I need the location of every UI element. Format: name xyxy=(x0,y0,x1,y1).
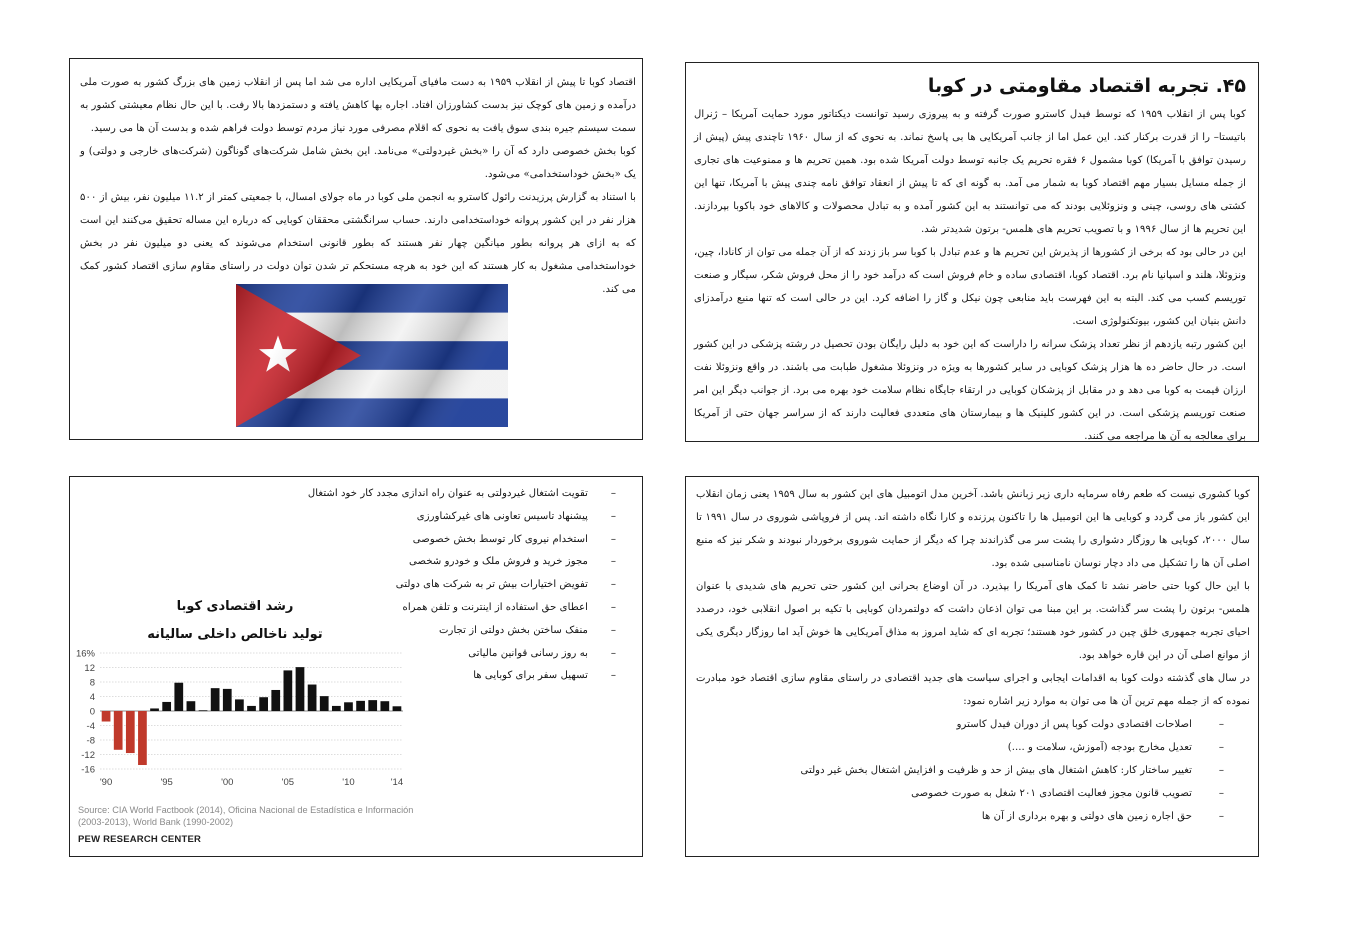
list-item-text: تسهیل سفر برای کوبایی ها xyxy=(473,670,588,682)
list-item-text: تفویض اختیارات بیش تر به شرکت های دولتی xyxy=(395,579,588,591)
bar-2011 xyxy=(356,701,365,711)
list-item-text: استخدام نیروی کار توسط بخش خصوصی xyxy=(412,533,588,545)
y-tick-label: -12 xyxy=(81,750,95,761)
paragraph: با این حال کوبا حتی حاضر نشد تا کمک های آمریکا را بپذیرد. در آن اوضاع بحرانی این کشور حتی تحریم های شدیدی با عنوان هلمس- برتون را پشت سر گذاشت. بر این مبنا می توان اذعان داشت که دولتمردان کوبایی با تکیه بر اصول انقلابی خود، درصدد احیای تجربه جمهوری خلق چین در کشور خود هستند؛ تجربه ای که شاید امروز به مذاق آمریکایی ها خوش آید اما روزگار دیگری یکی از موانع اصلی آن در این قاره خواهد بود. xyxy=(696,581,1250,661)
flag-fold-shading xyxy=(236,284,508,427)
bar-2005 xyxy=(284,670,293,711)
bar-1996 xyxy=(174,683,183,711)
y-tick-label: -4 xyxy=(86,721,95,732)
paragraph: کوبا پس از انقلاب ۱۹۵۹ که توسط فیدل کاسترو صورت گرفته و به پیروزی رسید توانست دیکتاتور مورد حمایت آمریکا – ژنرال باتیستا– را از قدرت برکنار کند. این عمل اما از جانب آمریکایی ها بی پاسخ نماند. به نحوی که از سال ۱۹۶۰ تاچندی پیش (پیش از رسیدن توافق با آمریکا) کوبا مشمول ۶ فقره تحریم یک جانبه توسط دولت آمریکا شده بود. همین تحریم ها و ممنوعیت های تجاری از جمله مسایل بسیار مهم اقتصاد کوبا به شمار می آمد. به گونه ای که تا پیش از انعقاد توافق نامه چندی پیش با آمریکا، تنها این کشتی های روسی، چینی و ونزوئلایی بودند که می توانستند به این کشور آمده و به تبادل محصولات و کالاهای خود باکوبا بپردازند. این تحریم ها از سال ۱۹۹۶ و با تصویب تحریم های هلمس- برتون شدیدتر شد. xyxy=(694,109,1247,235)
paragraph: اقتصاد کوبا تا پیش از انقلاب ۱۹۵۹ به دست مافیای آمریکایی اداره می شد اما پس از انقلاب زمین های بزرگ کشور به صورت ملی درآمده و زمین های کوچک نیز بدست کشاورزان افتاد. اجاره بها کاهش یافته و دستمزدها بالا رفت. با این حال نظام معیشتی کشور به سمت سیستم جیره بندی سوق یافت به نحوی که اقلام مصرفی مورد نیاز مردم توسط دولت فراهم شده و بدست آن ها می رسید. xyxy=(80,77,636,134)
y-tick-label: 4 xyxy=(89,692,95,703)
dash-bullet: – xyxy=(610,533,616,545)
article-title: ۴۵. تجربه اقتصاد مقاومتی در کوبا xyxy=(927,75,1246,97)
y-tick-label: -8 xyxy=(86,735,95,747)
x-tick-label: '90 xyxy=(99,777,113,788)
x-tick-label: '14 xyxy=(390,777,404,788)
article-body xyxy=(694,103,1246,442)
bar-1999 xyxy=(211,688,220,711)
paragraph: در سال های گذشته دولت کوبا به اقدامات ایجابی و اجرای سیاست های جدید اقتصادی در راستای مقاوم سازی اقتصاد خود مبادرت نموده که از جمله مهم ترین آن ها می توان به موارد زیر اشاره نمود: xyxy=(696,673,1250,707)
chart-credit: PEW RESEARCH CENTER xyxy=(78,834,202,845)
y-tick-label: 12 xyxy=(84,663,95,674)
list-item xyxy=(696,713,1224,736)
x-tick-label: '95 xyxy=(160,777,173,788)
paragraph: این کشور رتبه یازدهم از نظر تعداد پزشک سرانه را داراست که این خود به دلیل رایگان بودن تحصیل در رشته پزشکی در این کشور است. در حال حاضر ده ها هزار پزشک کوبایی در سایر کشورها به ویژه در ونزوئلا مشغول طبابت می باشند. در واقع ونزوئلا نفت ارزان قیمت به کوبا می دهد و در مقابل از پزشکان کوبایی در ارتقاء جایگاه نظام سلامت خود بهره می برد. از جوانب دیگر این امر صنعت توریسم پزشکی است. در این کشور کلینیک ها و بیمارستان های متعددی فعالیت دارند که از سراسر جهان حتی از آمریکا برای معالجه به آن ها مراجعه می کنند. xyxy=(694,339,1246,442)
list-item-text: تعدیل مخارج بودجه (آموزش، سلامت و ....) xyxy=(1007,742,1192,753)
dash-bullet: – xyxy=(610,488,616,499)
bar-1995 xyxy=(162,702,171,711)
list-item xyxy=(696,736,1224,759)
list-item xyxy=(296,574,616,597)
dash-bullet: – xyxy=(1218,742,1224,753)
list-item xyxy=(296,551,616,574)
article-body xyxy=(80,71,636,301)
paragraph: با استناد به گزارش پرزیدنت رائول کاسترو به انجمن ملی کوبا در ماه جولای امسال، با جمعیتی کمتر از ۱۱.۲ میلیون نفر، بیش از ۵۰۰ هزار نفر در این کشور پروانه خوداستخدامی دارند. حساب سرانگشتی محققان کوبایی که درباره این مساله تحقیق می‌کنند این است که به ازای هر پروانه بطور میانگین چهار نفر هستند که بطور قانونی استخدام می‌شوند که یعنی دو میلیون نفر در بخش خوداستخدامی مشغول به کار هستند که این خود به هرچه مستحکم تر شدن توان دولت در راستای مقاوم سازی اقتصاد کشور کمک می کند. xyxy=(80,192,636,295)
dash-bullet: – xyxy=(610,670,616,682)
bar-2014 xyxy=(393,706,402,711)
bar-2001 xyxy=(235,699,244,711)
dash-bullet: – xyxy=(1218,811,1224,822)
article-panel-bottom-right xyxy=(685,476,1259,857)
list-item-text: اصلاحات اقتصادی دولت کوبا پس از دوران فیدل کاسترو xyxy=(956,719,1192,730)
policy-list xyxy=(696,713,1250,828)
bar-2009 xyxy=(332,706,341,711)
bar-1993 xyxy=(138,711,147,765)
dash-bullet: – xyxy=(610,556,616,568)
list-item-text: تغییر ساختار کار: کاهش اشتغال های بیش از حد و ظرفیت و افزایش اشتغال بخش غیر دولتی xyxy=(800,765,1192,776)
article-body xyxy=(696,483,1250,713)
dash-bullet: – xyxy=(610,601,616,613)
bar-2003 xyxy=(259,697,268,711)
list-item-text: پیشنهاد تاسیس تعاونی های غیرکشاورزی xyxy=(416,510,588,522)
bar-2013 xyxy=(380,701,389,711)
x-tick-label: '10 xyxy=(342,777,355,788)
list-item xyxy=(696,782,1224,805)
list-item xyxy=(296,483,616,506)
dash-bullet: – xyxy=(610,624,616,636)
dash-bullet: – xyxy=(1218,788,1224,799)
bar-2010 xyxy=(344,702,353,711)
y-tick-label: 8 xyxy=(89,677,95,689)
bar-1997 xyxy=(187,701,196,711)
list-item xyxy=(696,759,1224,782)
dash-bullet: – xyxy=(1218,719,1224,730)
list-item-text: تقویت اشتغال غیردولتی به عنوان راه اندازی مجدد کار خود اشتغال xyxy=(307,488,588,499)
bar-2012 xyxy=(368,700,377,711)
bar-1990 xyxy=(102,711,111,722)
chart-subtitle: تولید ناخالص داخلی سالیانه xyxy=(147,627,323,642)
list-item xyxy=(696,805,1224,828)
chart-title: رشد اقتصادی کوبا xyxy=(176,599,294,614)
bar-1992 xyxy=(126,711,135,753)
bar-2006 xyxy=(296,667,305,711)
list-item xyxy=(296,529,616,552)
list-item xyxy=(296,506,616,529)
paragraph: این در حالی بود که برخی از کشورها از پذیرش این تحریم ها و عدم تبادل با کوبا سر باز زدند که از آن جمله می توان از کانادا، چین، ونزوئلا، هلند و اسپانیا نام برد. اقتصاد کوبا، اقتصادی ساده و خام فروش است که درآمد خود را از محل فروش شکر، سیگار و صنعت توریسم کسب می کند. البته به این فهرست باید منابعی چون نیکل و گاز را اضافه کرد. این در حالی است که تنها منبع درآمدزای دانش بنیان این کشور، بیوتکنولوژی است. xyxy=(694,247,1246,327)
list-item-text: به روز رسانی قوانین مالیاتی xyxy=(468,647,588,659)
bar-2000 xyxy=(223,689,232,711)
x-tick-label: '00 xyxy=(221,777,234,788)
bar-2008 xyxy=(320,696,329,711)
y-tick-label: 0 xyxy=(89,706,95,718)
bar-2004 xyxy=(271,690,280,711)
y-tick-label: -16 xyxy=(81,764,95,776)
list-item-text: حق اجاره زمین های دولتی و بهره برداری از آن ها xyxy=(981,811,1192,822)
dash-bullet: – xyxy=(610,647,616,659)
cuba-flag-icon xyxy=(236,284,508,427)
chart-panel-bottom-left xyxy=(69,476,643,857)
paragraph: کوبا بخش خصوصی دارد که آن را «بخش غیردولتی» می‌نامد. این بخش شامل شرکت‌های گوناگون (شرکت‌های خارجی و دولتی) و یک «بخش خوداستخدامی» می‌شود. xyxy=(80,146,636,180)
paragraph: کوبا کشوری نیست که طعم رفاه سرمایه داری زیر زبانش باشد. آخرین مدل اتومبیل های این کشور به سال ۱۹۵۹ یعنی زمان انقلاب این کشور باز می گردد و کوبایی ها این اتومبیل ها را تاکنون پرزنده و کارا نگاه داشته اند. پس از فروپاشی شوروی در سال ۱۹۹۱ تا سال ۲۰۰۰، کوبایی ها روزگار دشواری را پشت سر می گذراندند چرا که دیگر از حمایت شوروی برخوردار نبودند و شکر نیز که منبع اصلی آن ها را تشکیل می داد دچار نوسان نامناسبی شده بود. xyxy=(696,489,1250,569)
list-item-text: منفک ساختن بخش دولتی از تجارت xyxy=(438,624,588,636)
article-panel-top-left xyxy=(69,58,643,440)
list-item-text: اعطای حق استفاده از اینترنت و تلفن همراه xyxy=(402,601,588,613)
bar-2002 xyxy=(247,706,256,711)
list-item-text: تصویب قانون مجوز فعالیت اقتصادی ۲۰۱ شغل به صورت خصوصی xyxy=(911,788,1192,799)
dash-bullet: – xyxy=(1218,765,1224,776)
dash-bullet: – xyxy=(610,510,616,522)
list-item xyxy=(296,597,616,620)
dash-bullet: – xyxy=(610,579,616,591)
bar-1991 xyxy=(114,711,123,750)
x-tick-label: '05 xyxy=(281,777,295,788)
cuba-flag-image xyxy=(236,284,508,427)
gdp-bar-chart xyxy=(70,637,415,802)
bar-1994 xyxy=(150,708,159,711)
chart-source: Source: CIA World Factbook (2014), Oficina Nacional de Estadística e Información (2003-2013), World Bank (1990-2002) xyxy=(78,805,414,827)
bar-2007 xyxy=(308,685,317,711)
article-panel-top-right xyxy=(685,62,1259,442)
y-tick-label: 16% xyxy=(75,648,95,660)
bar-1998 xyxy=(199,710,208,711)
list-item-text: مجوز خرید و فروش ملک و خودرو شخصی xyxy=(409,556,588,568)
